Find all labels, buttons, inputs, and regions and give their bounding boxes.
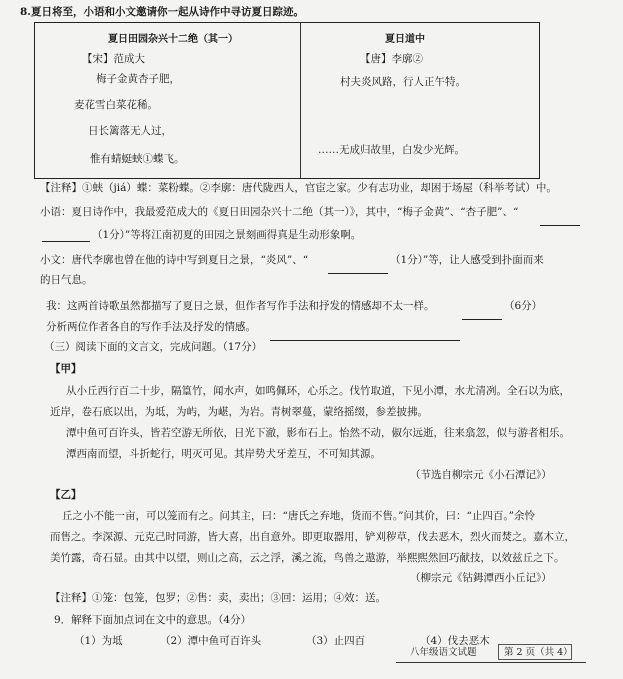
wo-score: （6分）: [504, 300, 543, 312]
jia-p2: 近岸，卷石底以出，为坻，为屿，为嵁，为岩。青树翠蔓，蒙络摇缀，参差披拂。: [50, 406, 428, 418]
jia-label: 【甲】: [50, 363, 82, 375]
wo-line-2: 分析两位作者各自的写作手法及抒发的情感。: [46, 321, 256, 333]
yi-note: 【注释】①笼：包笼，包罗；②售：卖，卖出；③回：运用；④效：送。: [50, 592, 386, 604]
q8-intro: 8.夏日将至，小语和小文邀请你一起从诗作中寻访夏日踪迹。: [20, 6, 304, 18]
jia-p4: 潭西南而望，斗折蛇行，明灭可见。其岸势犬牙差互，不可知其源。: [66, 448, 381, 460]
wo-answer-blank[interactable]: [270, 330, 460, 341]
poem1-title: 夏日田园杂兴十二绝（其一）: [108, 34, 238, 45]
poem2-author: 【唐】李廓②: [360, 53, 423, 65]
poem2-line-2: ……无成归故里，白发少光辉。: [318, 144, 465, 156]
poem2-line-1: 村夫炎风路，行人正午特。: [340, 76, 466, 88]
poem1-line-3: 日长篱落无人过，: [88, 125, 172, 137]
xiaoyu-line-2: （1分）”等将江南初夏的田园之景刻画得真是生动形象啊。: [92, 229, 362, 241]
section3-heading: （三）阅读下面的文言文，完成问题。（17分）: [44, 341, 263, 353]
q9-item-4: （4）伐去恶木: [420, 635, 490, 647]
yi-label: 【乙】: [50, 489, 82, 501]
jia-p3: 潭中鱼可百许头，皆若空游无所依，日光下澈，影布石上。怡然不动，俶尔远逝，往来翕忽，似与游者相乐。: [66, 427, 570, 439]
poem1-author: 【宋】范成大: [82, 53, 145, 65]
yi-source: （柳宗元《钴鉧潭西小丘记》）: [410, 572, 552, 584]
xiaoyu-line-1: 小语：夏日诗作中，我最爱范成大的《夏日田园杂兴十二绝（其一）》，其中，“梅子金黄”、“杏子肥”、“: [40, 206, 519, 218]
poem2-title: 夏日道中: [385, 34, 425, 45]
yi-p2: 而售之。李深源、元克己时同游，皆大喜，出自意外。即更取器用，铲刈秽草，伐去恶木，烈火而焚之。嘉木立，: [50, 531, 575, 543]
wo-line-1: 我：这两首诗歌虽然都描写了夏日之景，但作者写作手法和抒发的情感却不太一样。: [46, 300, 435, 312]
footer-page: 第 2 页（共 4）: [504, 647, 573, 658]
q9-item-1: （1）为坻: [74, 635, 123, 647]
q9-item-2: （2）潭中鱼可百许头: [160, 635, 262, 647]
poem1-line-4: 惟有蜻蜓蛱①蝶飞。: [90, 153, 185, 165]
q9-prompt: 9．解释下面加点词在文中的意思。（4分）: [54, 614, 252, 626]
poem1-line-2: 麦花雪白菜花稀。: [74, 99, 158, 111]
q8-note: 【注释】①蛱（jiá）蝶：菜粉蝶。②李廓：唐代陇西人，官宦之家。少有志功业，却困于场屋（科举考试）中。: [40, 182, 557, 194]
xiaowen-score: （1分）”等，让人感受到扑面而来: [390, 254, 544, 266]
poem1-line-1: 梅子金黄杏子肥，: [96, 73, 180, 85]
jia-p1: 从小丘西行百二十步，隔篁竹，闻水声，如鸣佩环，心乐之。伐竹取道，下见小潭，水尤清冽。全石以为底，: [66, 385, 570, 397]
xiaowen-blank[interactable]: [328, 263, 388, 274]
yi-p3: 美竹露，奇石显。由其中以望，则山之高，云之浮，溪之流，鸟兽之遨游，举熙熙然回巧献技，以效兹丘之下。: [50, 552, 565, 564]
q9-item-3: （3）止四百: [306, 635, 366, 647]
footer-rule: [396, 662, 586, 663]
footer-subject: 八年级语文试题: [410, 647, 477, 658]
wo-blank[interactable]: [462, 309, 502, 320]
xiaowen-line-1: 小文：唐代李廓也曾在他的诗中写到夏日之景，“炎风”、“: [40, 254, 309, 266]
xiaowen-line-2: 的日气息。: [40, 274, 93, 286]
yi-p1: 丘之小不能一亩，可以笼而有之。问其主，曰：“唐氏之弃地，货而不售。”问其价，曰：“止四百。”余怜: [62, 510, 535, 522]
jia-source: （节选自柳宗元《小石潭记》）: [410, 469, 552, 481]
poem-table-divider: [300, 22, 301, 179]
xiaoyu-blank-2[interactable]: [42, 231, 90, 242]
xiaoyu-blank-1[interactable]: [540, 215, 580, 226]
